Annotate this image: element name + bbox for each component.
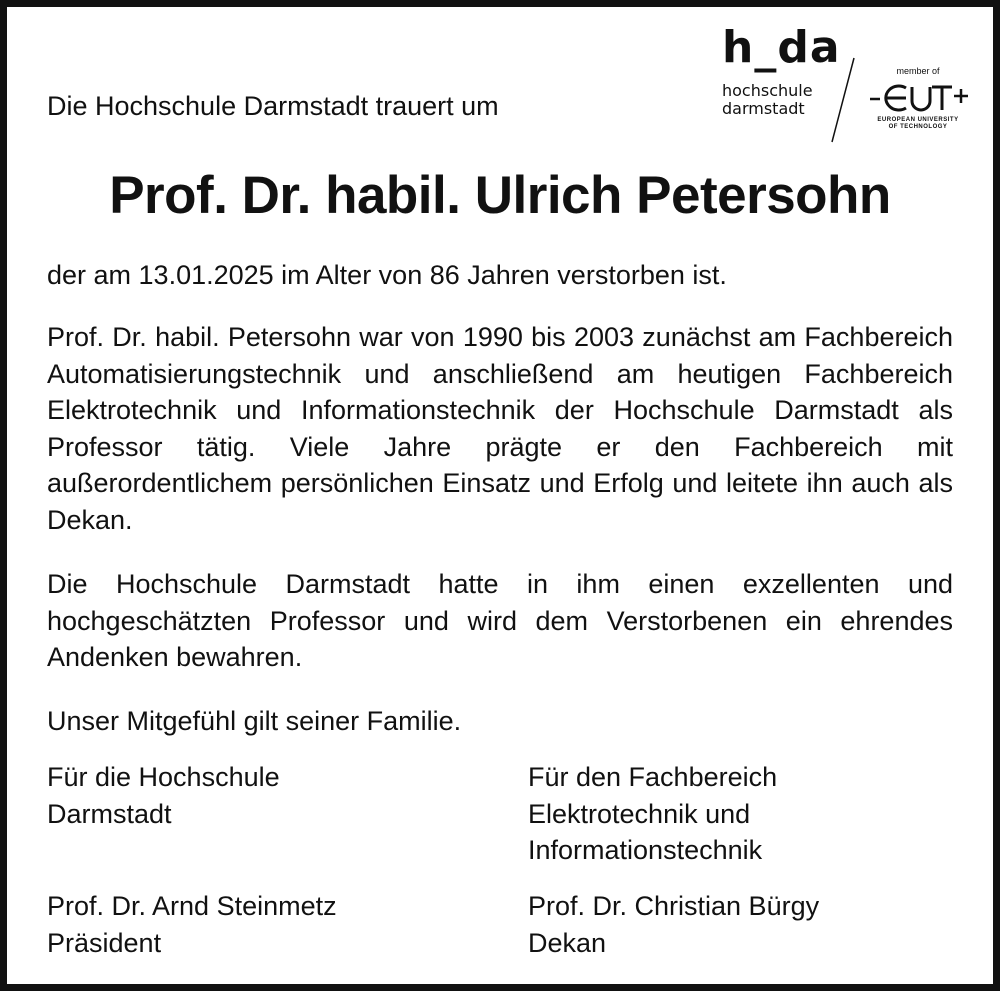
signer-left-organization bbox=[47, 759, 280, 832]
death-statement: der am 13.01.2025 im Alter von 86 Jahren verstorben ist. bbox=[47, 260, 727, 290]
eut-logo bbox=[864, 66, 972, 131]
deceased-name: Prof. Dr. habil. Ulrich Petersohn bbox=[109, 166, 891, 225]
signer-left-org-line1: Für die Hochschule bbox=[47, 762, 280, 792]
signer-left-org-line2: Darmstadt bbox=[47, 798, 172, 829]
hda-logo bbox=[722, 22, 841, 118]
tribute-paragraph: Die Hochschule Darmstadt hatte in ihm einen exzellenten und hochgeschätzten Professor und wird dem Verstorbenen ein ehrendes Andenken bewahren. bbox=[47, 569, 953, 672]
signer-left-name: Prof. Dr. Arnd Steinmetz bbox=[47, 891, 337, 921]
intro-text: Die Hochschule Darmstadt trauert um bbox=[47, 91, 499, 121]
signer-left-role: Präsident bbox=[47, 927, 162, 958]
eut-caption-line1: EUROPEAN UNIVERSITY bbox=[877, 117, 959, 123]
biography-paragraph: Prof. Dr. habil. Petersohn war von 1990 bis 2003 zunächst am Fachbereich Automatisierungstechnik und anschließend am heutigen Fachbereich Elektrotechnik und Informationstechnik der Hochschule Darmstadt als Professor tätig. Viele Jahre prägte er den Fachbereich mit außerordentlichem persönlichen Einsatz und Erfolg und leitete ihn auch als Dekan. bbox=[47, 322, 953, 535]
eut-member-label: member of bbox=[896, 66, 940, 76]
condolence-text: Unser Mitgefühl gilt seiner Familie. bbox=[47, 706, 462, 736]
signer-right-organization bbox=[528, 759, 777, 869]
eut-logo-mark bbox=[866, 79, 970, 115]
logo-separator bbox=[826, 56, 860, 146]
signer-left bbox=[47, 888, 337, 961]
hda-logo-line1: hochschule bbox=[722, 81, 813, 100]
signer-right bbox=[528, 888, 819, 961]
signer-right-name: Prof. Dr. Christian Bürgy bbox=[528, 891, 820, 921]
signer-right-org-line1: Für den Fachbereich bbox=[528, 762, 778, 792]
hda-logo-mark: h_da bbox=[722, 22, 841, 73]
signer-right-org-line2: Elektrotechnik und bbox=[528, 798, 751, 829]
eut-caption-line2: OF TECHNOLOGY bbox=[888, 124, 948, 130]
signer-right-org-line3: Informationstechnik bbox=[528, 835, 763, 865]
hda-logo-line2: darmstadt bbox=[722, 99, 805, 118]
signer-right-role: Dekan bbox=[528, 927, 607, 958]
